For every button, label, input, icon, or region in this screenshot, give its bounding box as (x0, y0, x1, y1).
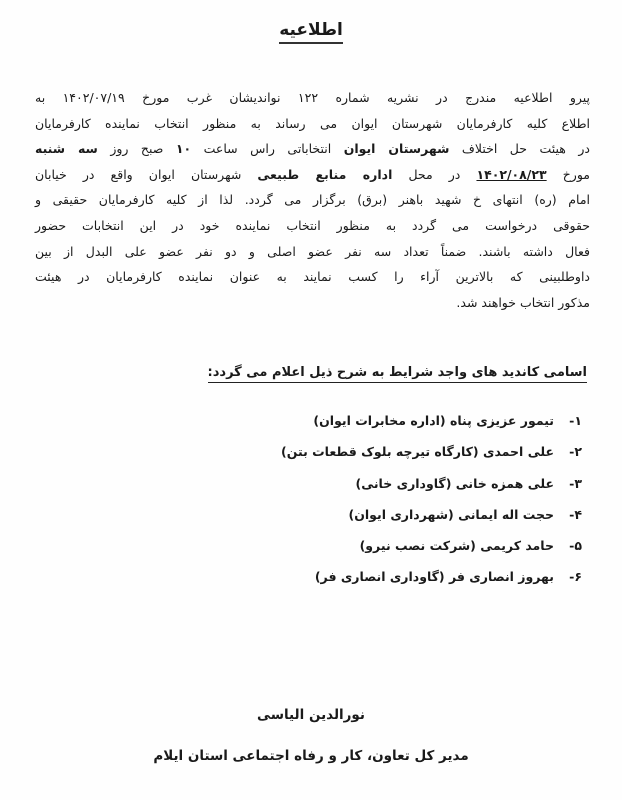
candidate-item (281, 410, 582, 441)
paragraph-text: اطلاع کلیه کارفرمایان شهرستان ایوان می رساند به منظور انتخاب نماینده کارفرمایان (35, 115, 590, 131)
candidate-item (281, 504, 582, 535)
candidates-heading (208, 365, 587, 380)
candidate-number: ۴- (569, 506, 582, 522)
candidate-name: علی احمدی (کارگاه تیرچه بلوک قطعات بتن) (281, 444, 554, 460)
candidate-name: حجت اله ایمانی (شهرداری ایوان) (348, 506, 554, 522)
candidate-item (281, 566, 582, 597)
signatory-name: نورالدین الیاسی (257, 707, 365, 723)
title-text: اطلاعیه (279, 20, 343, 44)
paragraph-line (35, 239, 590, 265)
candidate-number: ۳- (569, 475, 582, 491)
announcement-body (35, 85, 590, 315)
paragraph-text: شهرستان ایوان واقع در خیابان (35, 166, 258, 182)
emphasized-text: سه شنبه (35, 141, 98, 157)
candidate-item (281, 473, 582, 504)
paragraph-line (35, 85, 590, 111)
paragraph-line (35, 162, 590, 188)
emphasized-text: شهرستان ایوان (343, 141, 450, 157)
candidate-number: ۵- (569, 538, 582, 554)
paragraph-text: حقوقی درخواست می گردد به منظور انتخاب نماینده خود در این انتخابات حضور (35, 217, 590, 233)
paragraph-line (35, 264, 590, 290)
paragraph-line (35, 187, 590, 213)
candidate-number: ۶- (569, 569, 582, 585)
candidate-name: علی همزه خانی (گاوداری خانی) (355, 475, 554, 491)
paragraph-text: در محل (392, 166, 477, 182)
emphasized-text: ۱۴۰۲/۰۸/۲۳ (476, 166, 547, 182)
signatory-title: مدیر کل تعاون، کار و رفاه اجتماعی استان ایلام (153, 748, 469, 764)
candidate-number: ۱- (569, 413, 582, 428)
emphasized-text: ۱۰ (175, 141, 192, 157)
paragraph-line (35, 136, 590, 162)
paragraph-text: مورخ (546, 166, 590, 182)
paragraph-text: داوطلبینی که بالاترین آراء را کسب نمایند به عنوان نماینده کارفرمایان در هیئت (35, 269, 590, 285)
emphasized-text: اداره منابع طبیعی (257, 166, 393, 182)
paragraph-line (35, 111, 590, 137)
paragraph-text: مذکور انتخاب خواهند شد. (456, 294, 590, 310)
candidate-name: حامد کریمی (شرکت نصب نیرو) (359, 538, 554, 554)
candidate-item (281, 441, 582, 472)
paragraph-text: پیرو اطلاعیه مندرج در نشریه شماره ۱۲۲ نواندیشان غرب مورخ ۱۴۰۲/۰۷/۱۹ به (35, 90, 591, 105)
paragraph-text: صبح روز (97, 141, 176, 157)
paragraph-line (35, 290, 590, 316)
paragraph-text: فعال داشته باشند. ضمناً تعداد سه نفر عضو اصلی و دو نفر عضو علی البدل از بین (35, 243, 590, 259)
candidate-number: ۲- (569, 444, 582, 460)
candidates-heading-text: اسامی کاندید های واجد شرایط به شرح ذیل اعلام می گردد: (208, 365, 587, 383)
candidate-name: بهروز انصاری فر (گاوداری انصاری فر) (314, 569, 554, 585)
candidate-item (281, 535, 582, 566)
paragraph-line (35, 213, 590, 239)
paragraph-text: انتخاباتی راس ساعت (191, 141, 344, 157)
announcement-title (0, 20, 622, 40)
candidate-name: تیمور عزیزی پناه (اداره مخابرات ایوان) (313, 413, 554, 428)
candidates-list (281, 410, 582, 598)
paragraph-text: در هیئت حل اختلاف (449, 141, 590, 157)
paragraph-text: امام (ره) انتهای خ شهید باهنر (برق) برگزار می گردد. لذا از کلیه کارفرمایان حقیقی و (35, 192, 590, 208)
